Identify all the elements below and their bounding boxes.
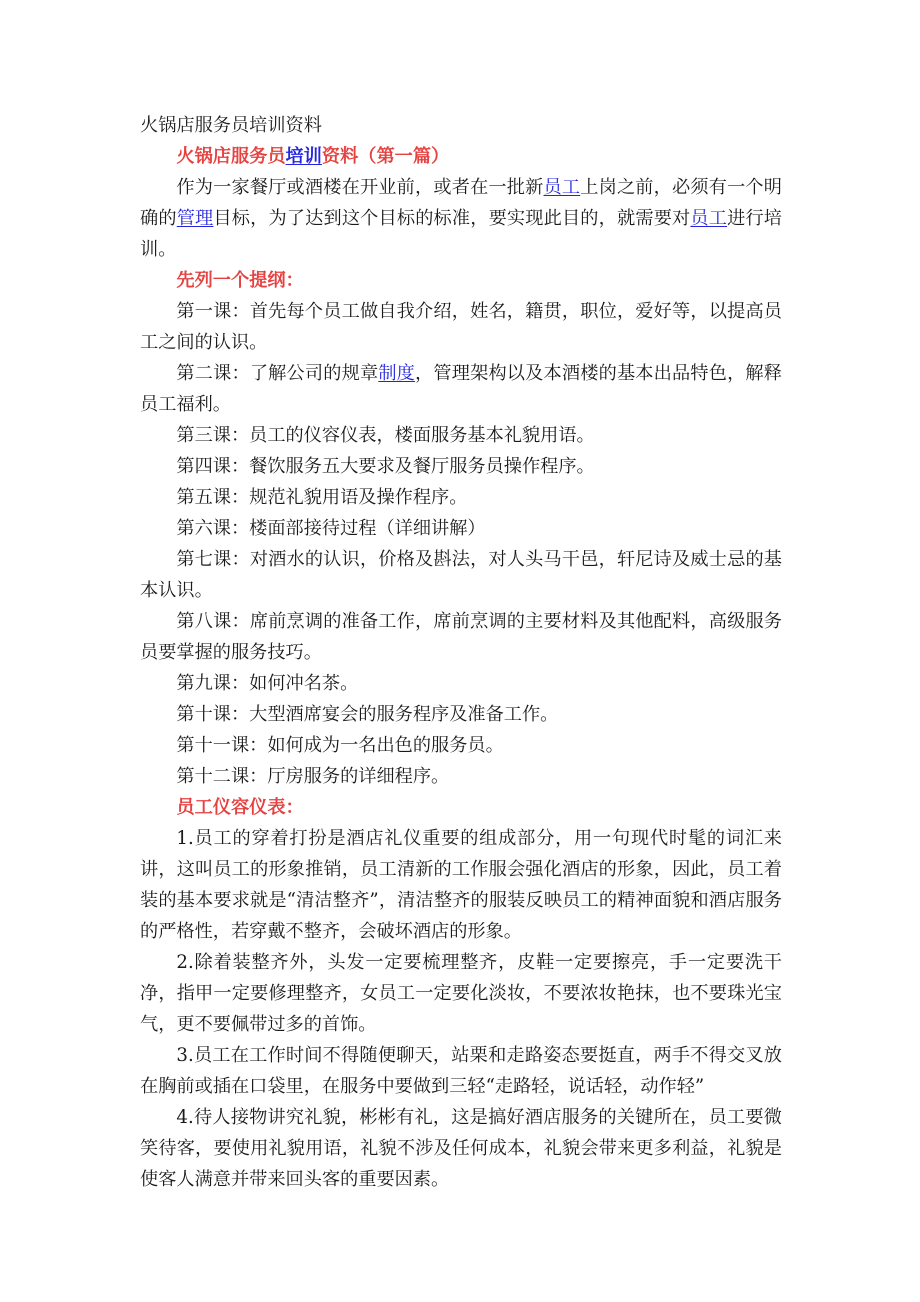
lesson-item: 第六课：楼面部接待过程（详细讲解） — [176, 518, 486, 539]
lesson-item: 第八课：席前烹调的准备工作，席前烹调的主要材料及其他配料，高级服务员要掌握的服务技巧。 — [140, 611, 782, 663]
intro-text: 上岗之前，必须有一个明确的 — [140, 177, 782, 229]
lesson-item: 第十二课：厅房服务的详细程序。 — [176, 766, 450, 787]
intro-text: 目标，为了达到这个目标的标准，要实现此目的，就需要对 — [213, 208, 691, 229]
lesson-item: 第三课：员工的仪容仪表，楼面服务基本礼貌用语。 — [176, 425, 595, 446]
appearance-heading: 员工仪容仪表： — [176, 797, 304, 818]
link-employee[interactable]: 员工 — [690, 208, 728, 229]
outline-heading: 先列一个提纲： — [176, 270, 304, 291]
lesson-item: 第九课：如何冲名茶。 — [176, 673, 359, 694]
heading-text-before: 火锅店服务员 — [176, 146, 286, 167]
appearance-item: 3.员工在工作时间不得随便聊天，站栗和走路姿态要挺直，两手不得交叉放在胸前或插在口袋里，在服务中要做到三轻“走路轻，说话轻，动作轻” — [140, 1045, 782, 1097]
appearance-item: 4.待人接物讲究礼貌，彬彬有礼，这是搞好酒店服务的关键所在，员工要微笑待客，要使用礼貌用语，礼貌不涉及任何成本，礼貌会带来更多利益，礼貌是使客人满意并带来回头客的重要因素。 — [140, 1107, 782, 1190]
document-page — [140, 110, 782, 1195]
section-heading — [140, 141, 782, 172]
link-system[interactable]: 制度 — [378, 363, 416, 384]
lesson-item — [140, 358, 782, 420]
lesson-text: ，管理架构以及本酒楼的基本出品特色，解释员工福利。 — [140, 363, 782, 415]
intro-text: 进行培训。 — [140, 208, 782, 260]
link-training[interactable]: 培训 — [285, 146, 322, 167]
appearance-item: 2.除着装整齐外，头发一定要梳理整齐，皮鞋一定要擦亮，手一定要洗干净，指甲一定要修理整齐，女员工一定要化淡妆，不要浓妆艳抹，也不要珠光宝气，更不要佩带过多的首饰。 — [140, 952, 782, 1035]
lesson-item: 第十一课：如何成为一名出色的服务员。 — [176, 735, 504, 756]
link-management[interactable]: 管理 — [176, 208, 214, 229]
intro-paragraph — [140, 172, 782, 265]
document-title: 火锅店服务员培训资料 — [140, 115, 322, 136]
lesson-text: 第二课：了解公司的规章 — [176, 363, 379, 384]
link-employee[interactable]: 员工 — [543, 177, 581, 198]
lesson-item: 第七课：对酒水的认识，价格及斟法，对人头马干邑，轩尼诗及威士忌的基本认识。 — [140, 549, 782, 601]
lesson-item: 第四课：餐饮服务五大要求及餐厅服务员操作程序。 — [176, 456, 595, 477]
lesson-item: 第五课：规范礼貌用语及操作程序。 — [176, 487, 468, 508]
appearance-item: 1.员工的穿着打扮是酒店礼仪重要的组成部分，用一句现代时髦的词汇来讲，这叫员工的形象推销，员工清新的工作服会强化酒店的形象，因此，员工着装的基本要求就是“清洁整齐”，清洁整齐的服装反映员工的精神面貌和酒店服务的严格性，若穿戴不整齐，会破坏酒店的形象。 — [140, 828, 782, 942]
lesson-item: 第一课：首先每个员工做自我介绍，姓名，籍贯，职位，爱好等，以提高员工之间的认识。 — [140, 301, 782, 353]
heading-text-after: 资料（第一篇） — [321, 146, 450, 167]
lesson-item: 第十课：大型酒席宴会的服务程序及准备工作。 — [176, 704, 559, 725]
intro-text: 作为一家餐厅或酒楼在开业前，或者在一批新 — [176, 177, 544, 198]
